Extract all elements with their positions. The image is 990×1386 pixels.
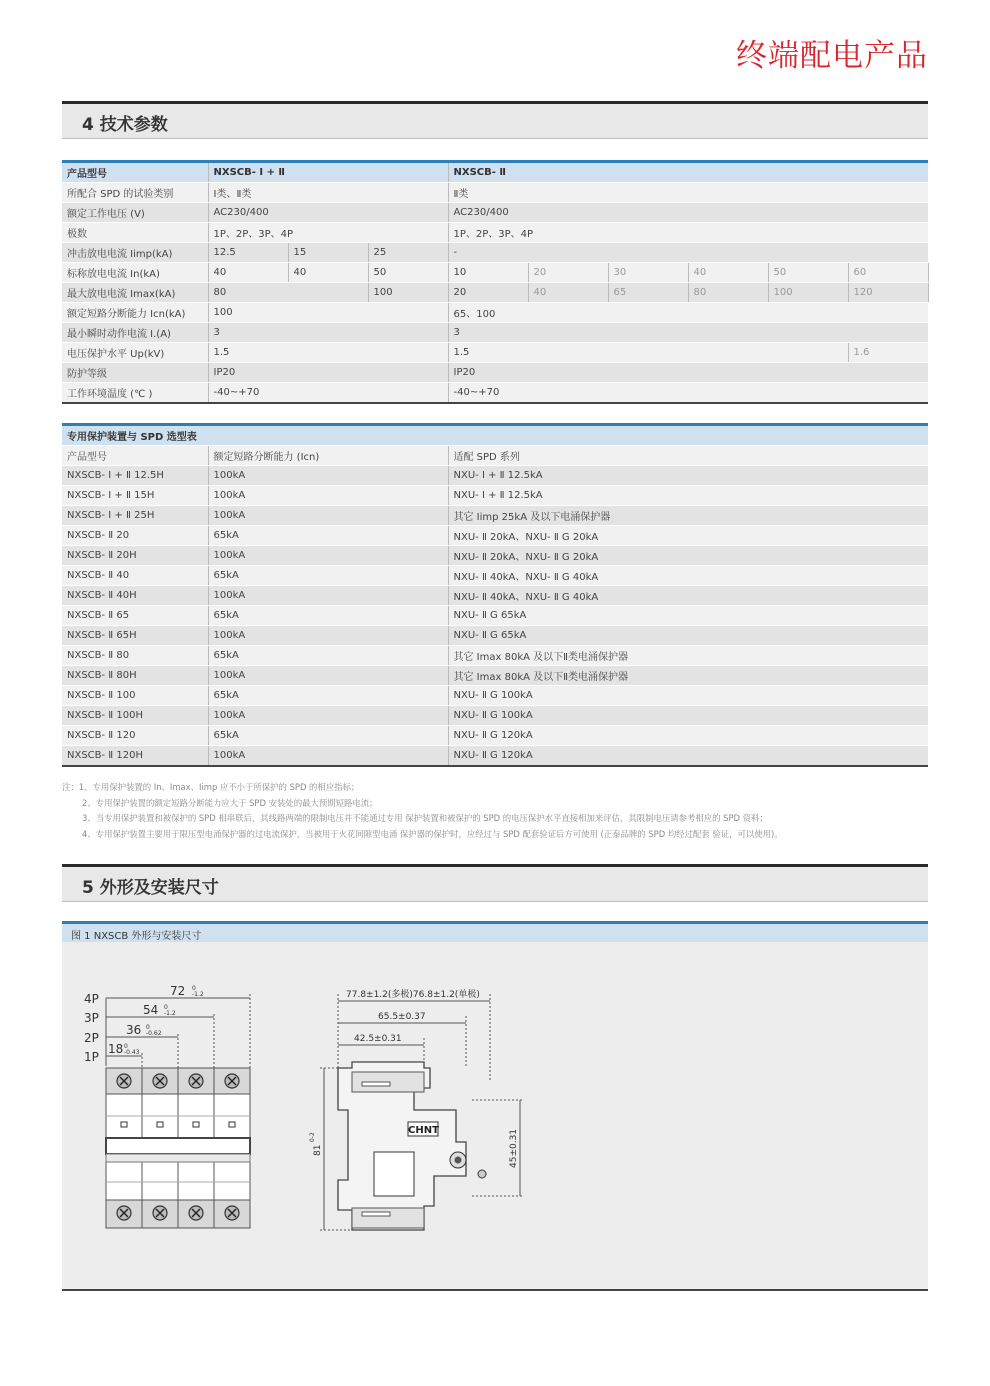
- table-cell: 65、100: [448, 303, 928, 323]
- table-cell: NXU- Ⅱ G 100kA: [448, 706, 928, 726]
- table-row: [62, 303, 928, 323]
- table-cell: -40~+70: [208, 383, 448, 404]
- table-row: [62, 323, 928, 343]
- table-cell: 100kA: [208, 706, 448, 726]
- table-cell: 20: [448, 283, 528, 303]
- table-header-row: [62, 162, 928, 183]
- table-cell: NXSCB- Ⅱ 100H: [62, 706, 208, 726]
- table-cell: IP20: [448, 363, 928, 383]
- table-cell: NXU- Ⅰ + Ⅱ 12.5kA: [448, 466, 928, 486]
- width-dim-2p-tol-sup: 0: [146, 1024, 150, 1031]
- table-row: [62, 586, 928, 606]
- side-dim-depth-total: 77.8±1.2(多极)76.8±1.2(单极): [346, 990, 480, 1000]
- side-dim-rail: 45±0.31: [509, 1128, 519, 1168]
- figure-panel: [62, 921, 928, 1291]
- table-cell: NXSCB- Ⅱ 20: [62, 526, 208, 546]
- table-cell: 40: [208, 263, 288, 283]
- table-row: [62, 686, 928, 706]
- table-cell: NXSCB- Ⅱ 20H: [62, 546, 208, 566]
- header-cell: NXSCB- Ⅰ + Ⅱ: [208, 162, 448, 183]
- table-cell: 其它 Imax 80kA 及以下Ⅱ类电涌保护器: [448, 646, 928, 666]
- row-label: 额定工作电压 (V): [62, 203, 208, 223]
- table-row: [62, 183, 928, 203]
- table-cell: 1P、2P、3P、4P: [208, 223, 448, 243]
- table-row: [62, 203, 928, 223]
- table-row: [62, 383, 928, 404]
- table-cell: NXSCB- Ⅱ 100: [62, 686, 208, 706]
- table-cell: 50: [368, 263, 448, 283]
- table-cell: NXU- Ⅱ G 120kA: [448, 746, 928, 767]
- pole-label-1p: 1P: [84, 1050, 99, 1064]
- header-cell: 产品型号: [62, 162, 208, 183]
- table-cell: 1.5: [208, 343, 448, 363]
- pole-label-4p: 4P: [84, 992, 99, 1006]
- table-cell: NXU- Ⅱ G 65kA: [448, 606, 928, 626]
- table-cell: NXSCB- Ⅱ 65H: [62, 626, 208, 646]
- table-cell: NXSCB- Ⅱ 120: [62, 726, 208, 746]
- table-cell: NXSCB- Ⅱ 65: [62, 606, 208, 626]
- selection-title-row: [62, 425, 928, 446]
- width-dim-4p-tol-sub: -1.2: [192, 991, 204, 998]
- dimension-drawing: [62, 942, 928, 1286]
- table-row: [62, 706, 928, 726]
- width-dim-3p-tol-sub: -1.2: [164, 1010, 176, 1017]
- table-cell: Ⅱ类: [448, 183, 928, 203]
- side-dim-depth-front: 42.5±0.31: [354, 1034, 402, 1044]
- row-label: 所配合 SPD 的试验类别: [62, 183, 208, 203]
- row-label: 最大放电电流 Imax(kA): [62, 283, 208, 303]
- table-cell: 65: [608, 283, 688, 303]
- table-row: [62, 506, 928, 526]
- table-cell: NXU- Ⅰ + Ⅱ 12.5kA: [448, 486, 928, 506]
- table-cell: 其它 Imax 80kA 及以下Ⅱ类电涌保护器: [448, 666, 928, 686]
- table-cell: 15: [288, 243, 368, 263]
- table-cell: NXSCB- Ⅱ 120H: [62, 746, 208, 767]
- table-cell: NXU- Ⅱ 40kA、NXU- Ⅱ G 40kA: [448, 566, 928, 586]
- row-label: 标称放电电流 In(kA): [62, 263, 208, 283]
- header-cell: NXSCB- Ⅱ: [448, 162, 928, 183]
- table-cell: 30: [608, 263, 688, 283]
- table-row: [62, 486, 928, 506]
- table-row: [62, 526, 928, 546]
- table-cell: 100kA: [208, 486, 448, 506]
- table-cell: 10: [448, 263, 528, 283]
- table-cell: NXU- Ⅱ 20kA、NXU- Ⅱ G 20kA: [448, 546, 928, 566]
- column-header: 适配 SPD 系列: [448, 446, 928, 466]
- table-cell: 65kA: [208, 526, 448, 546]
- table-cell: 100kA: [208, 506, 448, 526]
- width-dim-1p: 18: [108, 1042, 124, 1056]
- table-cell: NXU- Ⅱ 20kA、NXU- Ⅱ G 20kA: [448, 526, 928, 546]
- table-cell: 20: [528, 263, 608, 283]
- table-row: [62, 646, 928, 666]
- table-row: [62, 606, 928, 626]
- table-cell: 100: [208, 303, 448, 323]
- table-cell: 1.5: [448, 343, 848, 363]
- pole-label-2p: 2P: [84, 1031, 99, 1045]
- table-row: [62, 263, 928, 283]
- table-cell: 其它 Iimp 25kA 及以下电涌保护器: [448, 506, 928, 526]
- table-cell: NXU- Ⅱ G 100kA: [448, 686, 928, 706]
- table-cell: AC230/400: [448, 203, 928, 223]
- table-cell: -40~+70: [448, 383, 928, 404]
- table-cell: 65kA: [208, 566, 448, 586]
- table-cell: 100kA: [208, 666, 448, 686]
- table-cell: 65kA: [208, 646, 448, 666]
- note-line: 4、专用保护装置主要用于限压型电涌保护器的过电流保护，当被用于火花间隙型电涌 保护器的保护时，应经过与 SPD 配套验证后方可使用 (正泰品牌的 SPD 均经过配套 验证，可以使用)。: [82, 828, 783, 839]
- table-cell: NXSCB- Ⅱ 80H: [62, 666, 208, 686]
- column-header: 额定短路分断能力 (Icn): [208, 446, 448, 466]
- figure-caption: 图 1 NXSCB 外形与安装尺寸: [71, 931, 202, 942]
- table-row: [62, 343, 928, 363]
- width-dim-4p: 72: [170, 984, 186, 998]
- page-brand-title: 终端配电产品: [736, 38, 928, 74]
- table-cell: 1P、2P、3P、4P: [448, 223, 928, 243]
- section-4-title: 4 技术参数: [82, 115, 168, 135]
- table-cell: 100kA: [208, 746, 448, 767]
- section-5-title: 5 外形及安装尺寸: [82, 878, 219, 898]
- table-cell: 1.6: [848, 343, 928, 363]
- selection-column-header-row: [62, 446, 928, 466]
- row-label: 额定短路分断能力 Icn(kA): [62, 303, 208, 323]
- tech-params-table: [62, 160, 929, 404]
- table-cell: -: [448, 243, 928, 263]
- table-cell: 3: [448, 323, 928, 343]
- table-cell: 100kA: [208, 546, 448, 566]
- notes: [62, 780, 932, 842]
- table-cell: NXSCB- Ⅱ 40H: [62, 586, 208, 606]
- note-line: 2、专用保护装置的额定短路分断能力应大于 SPD 安装处的最大预期短路电流；: [82, 797, 378, 808]
- table-row: [62, 746, 928, 767]
- width-dim-1p-tol-sup: 0: [124, 1043, 128, 1050]
- width-dim-3p: 54: [143, 1003, 159, 1017]
- row-label: 电压保护水平 Up(kV): [62, 343, 208, 363]
- table-cell: NXSCB- Ⅰ + Ⅱ 15H: [62, 486, 208, 506]
- table-cell: 100kA: [208, 586, 448, 606]
- table-cell: 40: [528, 283, 608, 303]
- table-row: [62, 566, 928, 586]
- pole-label-3p: 3P: [84, 1011, 99, 1025]
- table-cell: 65kA: [208, 726, 448, 746]
- table-cell: 100kA: [208, 466, 448, 486]
- table-cell: 40: [688, 263, 768, 283]
- row-label: 工作环境温度 (℃ ): [62, 383, 208, 404]
- column-header: 产品型号: [62, 446, 208, 466]
- table-row: [62, 626, 928, 646]
- selection-table: [62, 423, 928, 767]
- table-cell: NXSCB- Ⅱ 40: [62, 566, 208, 586]
- table-cell: AC230/400: [208, 203, 448, 223]
- table-cell: NXSCB- Ⅰ + Ⅱ 12.5H: [62, 466, 208, 486]
- table-cell: 120: [848, 283, 928, 303]
- table-cell: 80: [688, 283, 768, 303]
- table-cell: NXSCB- Ⅱ 80: [62, 646, 208, 666]
- table-row: [62, 726, 928, 746]
- table-cell: 100kA: [208, 626, 448, 646]
- table-row: [62, 363, 928, 383]
- table-cell: 50: [768, 263, 848, 283]
- table-cell: IP20: [208, 363, 448, 383]
- selection-title: 专用保护装置与 SPD 选型表: [62, 425, 928, 446]
- table-cell: NXU- Ⅱ G 120kA: [448, 726, 928, 746]
- table-cell: 12.5: [208, 243, 288, 263]
- row-label: 极数: [62, 223, 208, 243]
- table-row: [62, 283, 928, 303]
- table-cell: Ⅰ类、Ⅱ类: [208, 183, 448, 203]
- table-cell: 40: [288, 263, 368, 283]
- table-cell: 60: [848, 263, 928, 283]
- table-row: [62, 243, 928, 263]
- table-cell: 80: [208, 283, 368, 303]
- row-label: 最小瞬时动作电流 I.(A): [62, 323, 208, 343]
- side-dim-height-tol: 0-2: [309, 1132, 316, 1142]
- note-line: 注：1、专用保护装置的 In、Imax、Iimp 应不小于所保护的 SPD 的相应指标；: [62, 782, 360, 792]
- row-label: 冲击放电电流 Iimp(kA): [62, 243, 208, 263]
- table-cell: NXU- Ⅱ G 65kA: [448, 626, 928, 646]
- note-line: 3、当专用保护装置和被保护的 SPD 相串联后，其线路两端的限制电压并不能通过专用 保护装置和被保护的 SPD 的电压保护水平直接相加来评估，其限制电压请参考相应的 SPD 资料；: [82, 813, 768, 823]
- table-cell: 100: [768, 283, 848, 303]
- table-row: [62, 223, 928, 243]
- table-row: [62, 666, 928, 686]
- side-view-drawing: [320, 994, 524, 1230]
- row-label: 防护等级: [62, 363, 208, 383]
- side-dim-height: 81: [313, 1144, 323, 1156]
- table-cell: NXSCB- Ⅰ + Ⅱ 25H: [62, 506, 208, 526]
- brand-logo: CHNT: [408, 1125, 439, 1136]
- table-cell: NXU- Ⅱ 40kA、NXU- Ⅱ G 40kA: [448, 586, 928, 606]
- table-cell: 100: [368, 283, 448, 303]
- section-4-header: [62, 101, 928, 139]
- table-row: [62, 546, 928, 566]
- side-dim-depth-mid: 65.5±0.37: [378, 1012, 426, 1022]
- table-cell: 25: [368, 243, 448, 263]
- width-dim-2p-tol-sub: -0.62: [146, 1030, 162, 1037]
- section-5-header: [62, 864, 928, 902]
- table-row: [62, 466, 928, 486]
- table-cell: 3: [208, 323, 448, 343]
- width-dim-2p: 36: [126, 1023, 142, 1037]
- figure-caption-bar: [62, 924, 928, 942]
- table-cell: 65kA: [208, 686, 448, 706]
- table-cell: 65kA: [208, 606, 448, 626]
- width-dim-3p-tol-sup: 0: [164, 1004, 168, 1011]
- width-dim-1p-tol-sub: -0.43: [124, 1049, 140, 1056]
- width-dim-4p-tol-sup: 0: [192, 985, 196, 992]
